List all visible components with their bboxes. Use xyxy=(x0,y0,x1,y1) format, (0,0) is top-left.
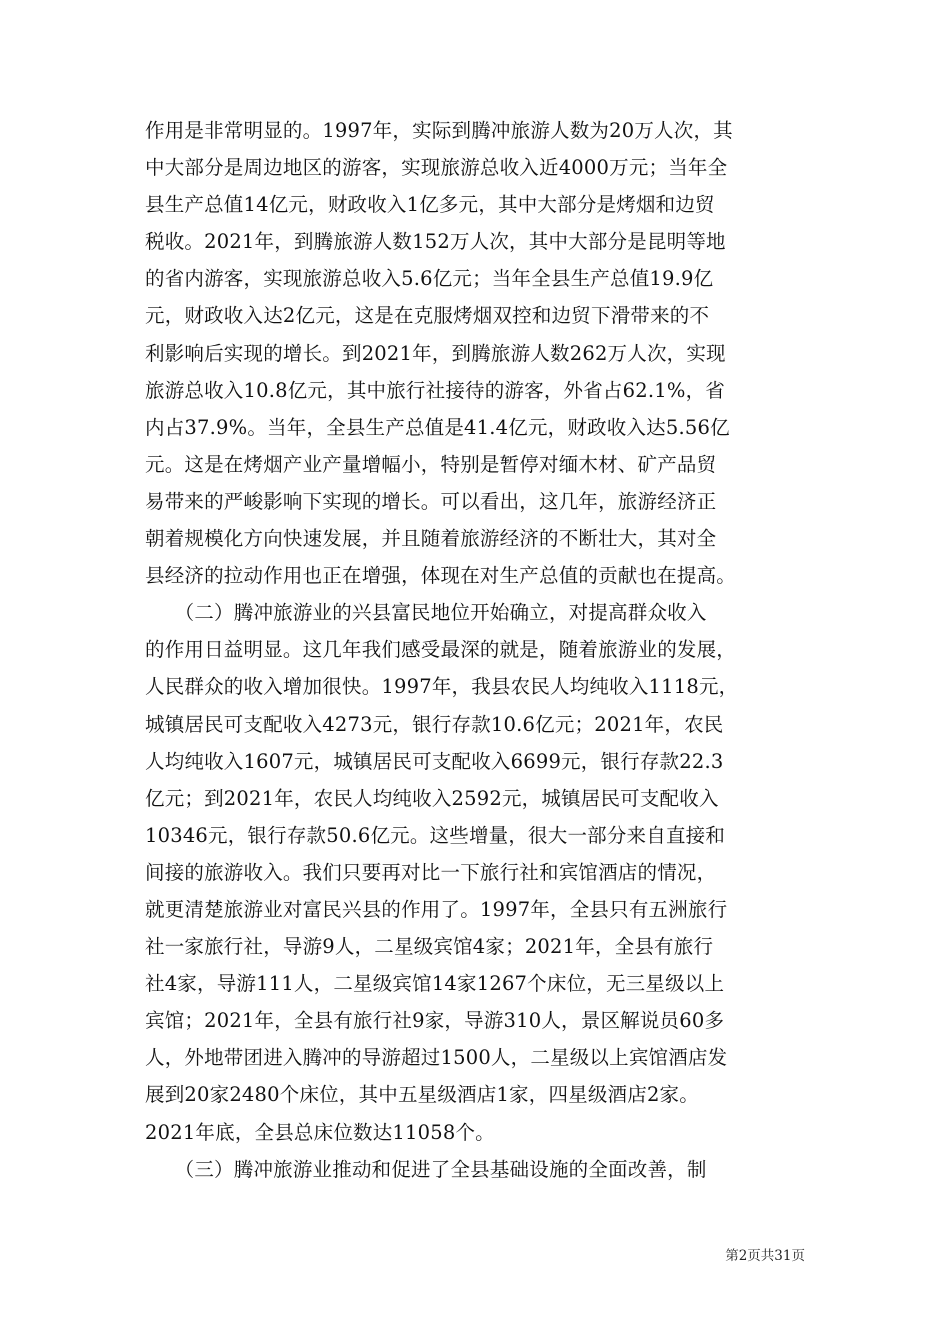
text-line-10: 元。这是在烤烟产业产量增幅小，特别是暂停对缅木材、矿产品贸 xyxy=(145,452,717,476)
text-line-19: 亿元；到2021年，农民人均纯收入2592元，城镇居民可支配收入 xyxy=(145,786,719,810)
text-line-18: 人均纯收入1607元，城镇居民可支配收入6699元，银行存款22.3 xyxy=(145,749,724,773)
text-line-14: （二）腾冲旅游业的兴县富民地位开始确立，对提高群众收入 xyxy=(145,601,707,625)
text-line-2: 中大部分是周边地区的游客，实现旅游总收入近4000万元；当年全 xyxy=(145,156,728,180)
text-line-27: 展到20家2480个床位，其中五星级酒店1家，四星级酒店2家。 xyxy=(145,1083,699,1107)
text-line-5: 的省内游客，实现旅游总收入5.6亿元；当年全县生产总值19.9亿 xyxy=(145,267,714,291)
text-line-26: 人，外地带团进入腾冲的导游超过1500人，二星级以上宾馆酒店发 xyxy=(145,1046,728,1070)
text-line-12: 朝着规模化方向快速发展，并且随着旅游经济的不断壮大，其对全 xyxy=(145,527,717,551)
text-line-4: 税收。2021年，到腾旅游人数152万人次，其中大部分是昆明等地 xyxy=(145,230,726,254)
text-line-1: 作用是非常明显的。1997年，实际到腾冲旅游人数为20万人次，其 xyxy=(145,119,733,142)
text-line-11: 易带来的严峻影响下实现的增长。可以看出，这几年，旅游经济正 xyxy=(145,489,717,513)
text-line-13: 县经济的拉动作用也正在增强，体现在对生产总值的贡献也在提高。 xyxy=(145,564,737,588)
text-line-6: 元，财政收入达2亿元，这是在克服烤烟双控和边贸下滑带来的不 xyxy=(145,304,710,328)
text-line-17: 城镇居民可支配收入4273元，银行存款10.6亿元；2021年，农民 xyxy=(145,712,724,736)
text-line-20: 10346元，银行存款50.6亿元。这些增量，很大一部分来自直接和 xyxy=(145,823,726,847)
text-line-9: 内占37.9%。当年，全县生产总值是41.4亿元，财政收入达5.56亿 xyxy=(145,415,730,439)
text-line-3: 县生产总值14亿元，财政收入1亿多元，其中大部分是烤烟和边贸 xyxy=(145,193,715,217)
text-line-23: 社一家旅行社，导游9人，二星级宾馆4家；2021年，全县有旅行 xyxy=(145,935,714,959)
text-line-21: 间接的旅游收入。我们只要再对比一下旅行社和宾馆酒店的情况， xyxy=(145,860,717,884)
text-line-15: 的作用日益明显。这几年我们感受最深的就是，随着旅游业的发展， xyxy=(145,638,737,662)
text-line-29: （三）腾冲旅游业推动和促进了全县基础设施的全面改善，制 xyxy=(145,1157,707,1181)
text-line-8: 旅游总收入10.8亿元，其中旅行社接待的游客，外省占62.1%，省 xyxy=(145,378,725,402)
text-line-24: 社4家，导游111人，二星级宾馆14家1267个床位，无三星级以上 xyxy=(145,972,725,996)
text-line-25: 宾馆；2021年，全县有旅行社9家，导游310人，景区解说员60多 xyxy=(145,1009,725,1033)
text-line-28: 2021年底，全县总床位数达11058个。 xyxy=(145,1120,495,1144)
page-number-footer: 第2页共31页 xyxy=(725,1248,805,1264)
text-line-22: 就更清楚旅游业对富民兴县的作用了。1997年，全县只有五洲旅行 xyxy=(145,897,728,921)
body-text xyxy=(145,112,810,1188)
text-line-16: 人民群众的收入增加很快。1997年，我县农民人均纯收入1118元， xyxy=(145,675,739,699)
text-line-7: 利影响后实现的增长。到2021年，到腾旅游人数262万人次，实现 xyxy=(145,341,726,365)
